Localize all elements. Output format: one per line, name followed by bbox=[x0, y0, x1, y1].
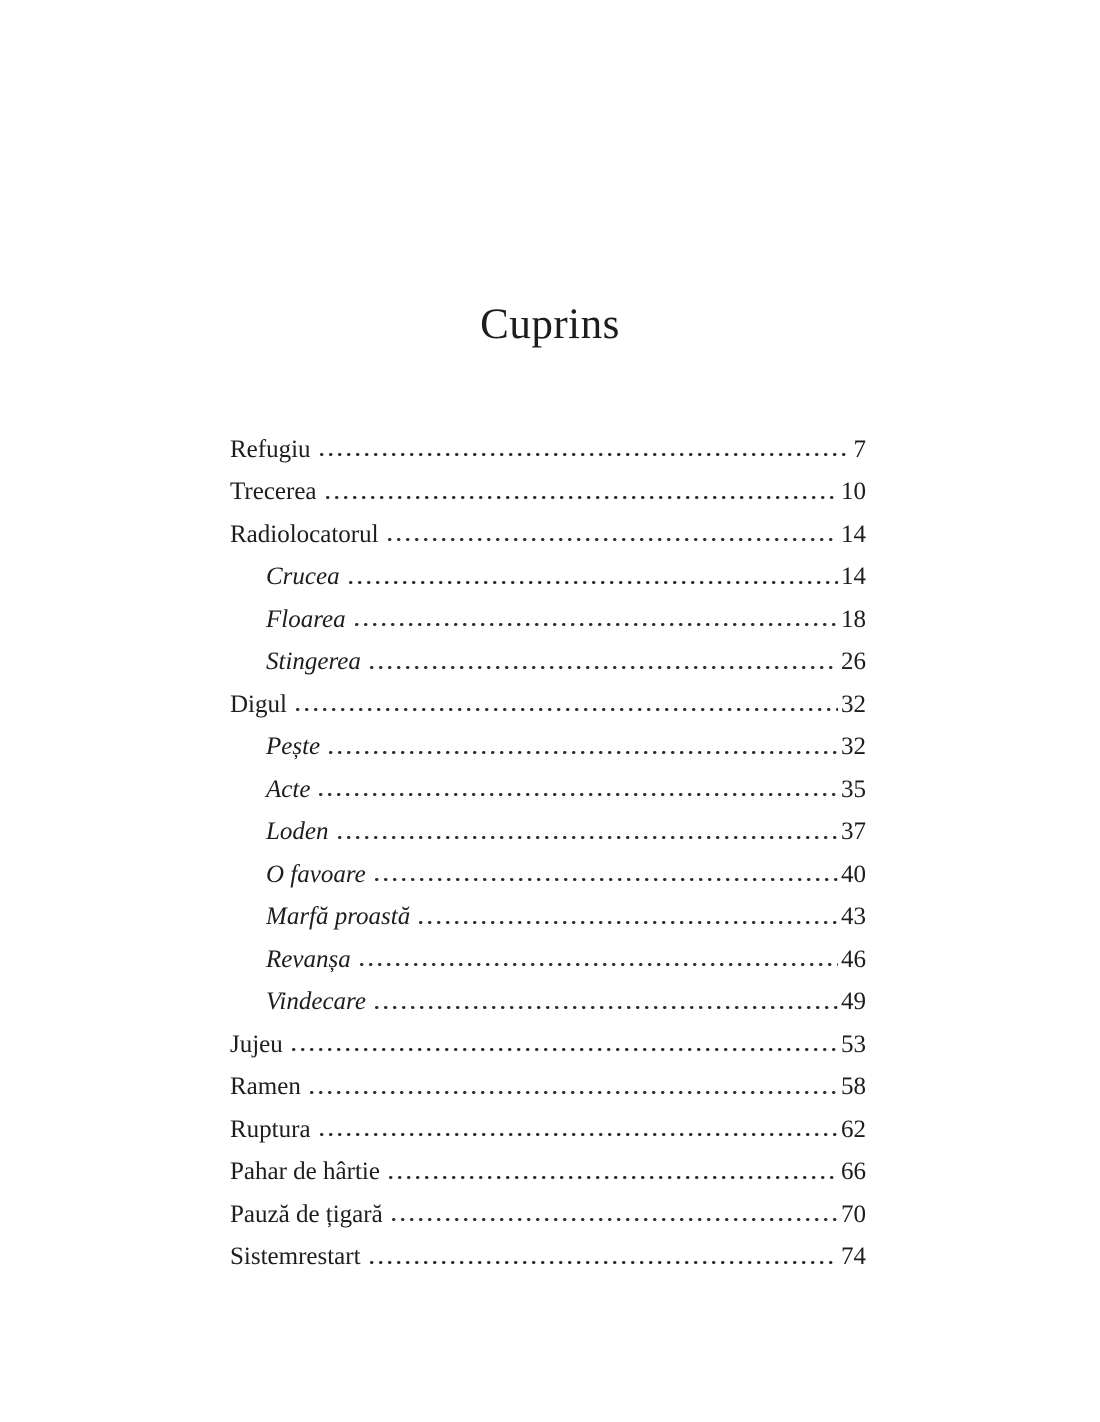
toc-entry-label: Pește bbox=[266, 733, 321, 760]
dot-leader bbox=[392, 1218, 838, 1221]
toc-entry-page: 53 bbox=[841, 1030, 866, 1058]
toc-entry-page: 32 bbox=[841, 690, 866, 718]
toc-entry-page: 49 bbox=[841, 988, 866, 1015]
toc-entry-page: 18 bbox=[841, 605, 866, 633]
toc-entry bbox=[230, 506, 866, 549]
toc-entry-label: Refugiu bbox=[230, 435, 311, 463]
toc-list bbox=[230, 421, 866, 1271]
toc-entry-page: 26 bbox=[841, 648, 866, 675]
dot-leader bbox=[389, 1176, 838, 1179]
toc-entry-page: 62 bbox=[841, 1115, 866, 1143]
toc-entry-page: 37 bbox=[841, 818, 866, 845]
toc-entry bbox=[230, 549, 866, 592]
dot-leader bbox=[329, 751, 838, 754]
toc-entry-label: Marfă proastă bbox=[266, 903, 411, 930]
dot-leader bbox=[320, 453, 851, 456]
toc-entry-page: 40 bbox=[841, 860, 866, 888]
dot-leader bbox=[320, 1133, 838, 1136]
toc-entry bbox=[230, 1101, 866, 1144]
toc-entry-page: 35 bbox=[841, 775, 866, 803]
toc-entry bbox=[230, 846, 866, 889]
dot-leader bbox=[375, 878, 838, 881]
toc-entry-page: 10 bbox=[841, 478, 866, 505]
toc-entry-page: 46 bbox=[841, 945, 866, 973]
toc-entry bbox=[230, 634, 866, 677]
toc-entry-label: Loden bbox=[266, 818, 329, 845]
toc-entry bbox=[230, 1016, 866, 1059]
toc-entry-label: Digul bbox=[230, 690, 287, 718]
toc-entry-label: Acte bbox=[266, 775, 311, 803]
dot-leader bbox=[292, 1048, 838, 1051]
dot-leader bbox=[326, 496, 838, 499]
toc-entry-page: 74 bbox=[841, 1243, 866, 1270]
dot-leader bbox=[388, 538, 838, 541]
dot-leader bbox=[296, 708, 838, 711]
dot-leader bbox=[370, 1261, 838, 1264]
dot-leader bbox=[370, 666, 838, 669]
dot-leader bbox=[349, 581, 838, 584]
toc-entry-page: 32 bbox=[841, 733, 866, 760]
toc-entry bbox=[230, 761, 866, 804]
toc-entry-page: 14 bbox=[841, 520, 866, 548]
toc-entry-label: Revanșa bbox=[266, 945, 351, 973]
toc-entry-page: 70 bbox=[841, 1200, 866, 1228]
toc-entry bbox=[230, 421, 866, 464]
toc-entry-page: 43 bbox=[841, 903, 866, 930]
toc-entry-page: 58 bbox=[841, 1073, 866, 1100]
toc-entry bbox=[230, 931, 866, 974]
toc-entry bbox=[230, 1229, 866, 1272]
toc-entry-page: 14 bbox=[841, 563, 866, 590]
toc-entry bbox=[230, 676, 866, 719]
toc-entry-label: Pahar de hârtie bbox=[230, 1158, 380, 1185]
toc-entry-page: 66 bbox=[841, 1158, 866, 1185]
toc-entry bbox=[230, 804, 866, 847]
toc-entry bbox=[230, 464, 866, 507]
toc-entry-page: 7 bbox=[853, 435, 866, 463]
toc-entry-label: Jujeu bbox=[230, 1030, 283, 1058]
toc-entry bbox=[230, 1144, 866, 1187]
toc-entry bbox=[230, 1059, 866, 1102]
dot-leader bbox=[419, 921, 838, 924]
toc-entry-label: Vindecare bbox=[266, 988, 366, 1015]
dot-leader bbox=[338, 836, 839, 839]
toc-entry-label: Ruptura bbox=[230, 1115, 311, 1143]
toc-entry-label: Crucea bbox=[266, 563, 340, 590]
toc-entry bbox=[230, 974, 866, 1017]
dot-leader bbox=[355, 623, 838, 626]
toc-entry bbox=[230, 1186, 866, 1229]
page-title: Cuprins bbox=[480, 301, 620, 348]
dot-leader bbox=[319, 793, 838, 796]
toc-entry-label: Stingerea bbox=[266, 648, 361, 675]
toc-entry-label: O favoare bbox=[266, 860, 366, 888]
toc-entry bbox=[230, 889, 866, 932]
dot-leader bbox=[310, 1091, 838, 1094]
toc-entry-label: Sistemrestart bbox=[230, 1243, 361, 1270]
dot-leader bbox=[375, 1006, 838, 1009]
toc-entry bbox=[230, 591, 866, 634]
toc-entry bbox=[230, 719, 866, 762]
dot-leader bbox=[360, 963, 838, 966]
toc-entry-label: Floarea bbox=[266, 605, 346, 633]
toc-entry-label: Ramen bbox=[230, 1073, 301, 1100]
toc-entry-label: Pauză de țigară bbox=[230, 1200, 383, 1228]
toc-entry-label: Trecerea bbox=[230, 478, 317, 505]
toc-entry-label: Radiolocatorul bbox=[230, 520, 379, 548]
